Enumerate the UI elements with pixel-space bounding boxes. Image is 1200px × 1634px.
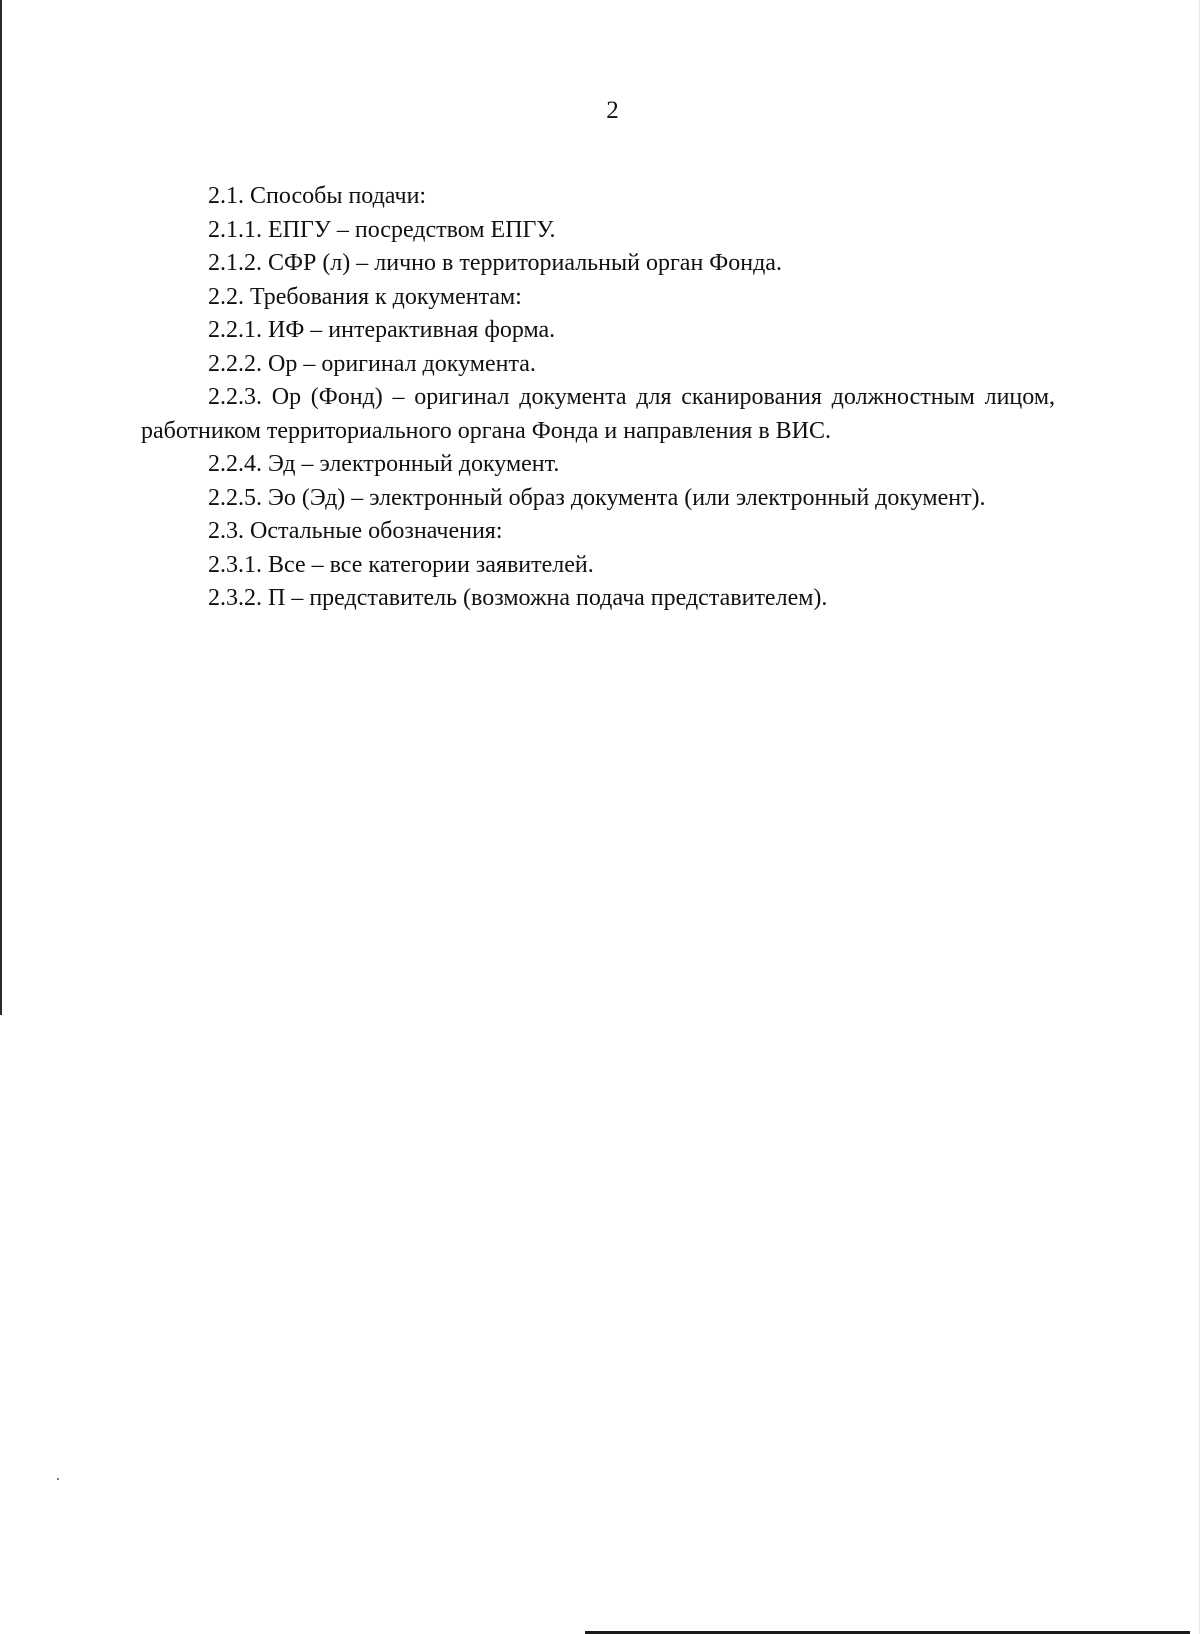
paragraph-2-3: 2.3. Остальные обозначения: [208,518,503,544]
paragraph-2-2-4: 2.2.4. Эд – электронный документ. [208,451,560,477]
paragraph-2-3-2: 2.3.2. П – представитель (возможна подача представителем). [208,585,828,611]
paragraph-2-2-3: 2.2.3. Ор (Фонд) – оригинал документа для сканирования должностным лицом, работником территориального органа Фонда и направления в ВИС. [141,384,1055,444]
scan-border-left [0,0,2,1015]
paragraph-2-2-2: 2.2.2. Ор – оригинал документа. [208,350,536,377]
scan-speck [57,1478,59,1480]
paragraph-2-1-2: 2.1.2. СФР (л) – лично в территориальный орган Фонда. [208,250,782,276]
paragraph-2-2: 2.2. Требования к документам: [208,283,522,310]
paragraph-2-1: 2.1. Способы подачи: [208,183,427,209]
paragraph-2-2-1: 2.2.1. ИФ – интерактивная форма. [208,317,556,343]
paragraph-2-3-1: 2.3.1. Все – все категории заявителей. [208,551,594,578]
document-body [141,180,1055,616]
page-number: 2 [606,97,619,124]
paragraph-2-1-1: 2.1.1. ЕПГУ – посредством ЕПГУ. [208,216,556,243]
paragraph-2-2-5: 2.2.5. Эо (Эд) – электронный образ документа (или электронный документ). [208,484,986,511]
